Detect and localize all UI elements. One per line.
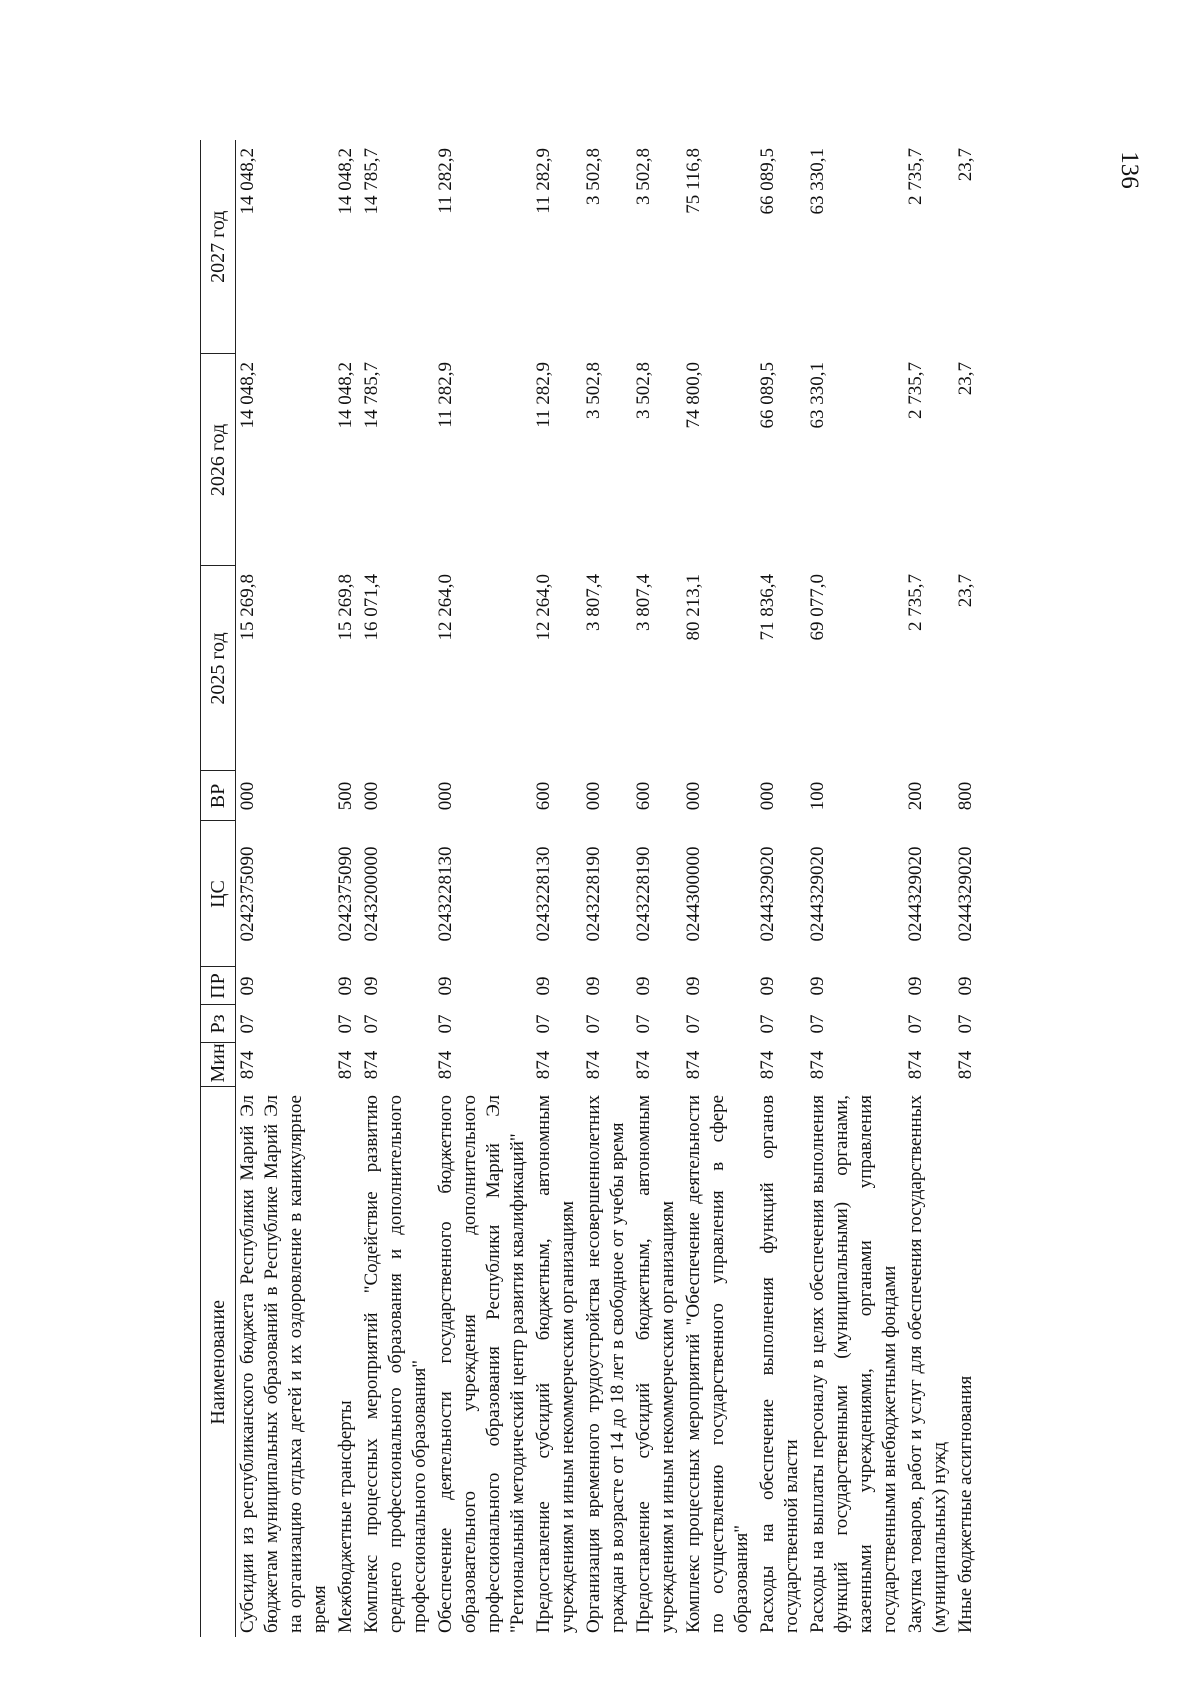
table-row [682, 140, 756, 1637]
table-row [954, 140, 980, 1637]
cell-2026: 11 282,9 [435, 362, 456, 428]
cell-2025: 15 269,8 [237, 574, 258, 641]
cell-pr: 09 [583, 976, 604, 996]
cell-min: 874 [237, 1050, 258, 1080]
cell-min: 874 [633, 1050, 654, 1080]
cell-vr: 500 [335, 781, 356, 811]
cell-vr: 600 [633, 781, 654, 811]
cell-name: Предоставление субсидий бюджетным, автономным учреждениям и иным некоммерческим организациям [633, 1095, 678, 1633]
cell-cs: 0244329020 [757, 846, 778, 942]
cell-pr: 09 [533, 976, 554, 996]
cell-2025: 71 836,4 [757, 574, 778, 641]
cell-2026: 2 735,7 [905, 362, 926, 419]
cell-rz: 07 [533, 1014, 554, 1034]
header-min: Мин [201, 1043, 236, 1087]
cell-rz: 07 [435, 1014, 456, 1034]
cell-pr: 09 [435, 976, 456, 996]
cell-2027: 14 048,2 [335, 148, 356, 215]
header-2026: 2026 год [201, 354, 236, 566]
cell-name: Расходы на обеспечение выполнения функций органов государственной власти [757, 1095, 802, 1633]
cell-name: Субсидии из республиканского бюджета Республики Марий Эл бюджетам муниципальных образований в Республике Марий Эл на организацию отдыха детей и их оздоровление в каникулярное время [237, 1095, 330, 1633]
cell-pr: 09 [633, 976, 654, 996]
cell-rz: 07 [757, 1014, 778, 1034]
cell-2026: 14 048,2 [237, 362, 258, 429]
table-row [582, 140, 632, 1637]
cell-rz: 07 [807, 1014, 828, 1034]
cell-cs: 0243228130 [533, 846, 554, 942]
cell-cs: 0244329020 [955, 846, 976, 942]
cell-cs: 0244329020 [807, 846, 828, 942]
cell-vr: 100 [807, 781, 828, 811]
page-number: 136 [1116, 151, 1143, 189]
cell-pr: 09 [905, 976, 926, 996]
cell-vr: 200 [905, 781, 926, 811]
table-row [334, 140, 360, 1637]
cell-2027: 3 502,8 [633, 148, 654, 205]
cell-pr: 09 [237, 976, 258, 996]
cell-2027: 2 735,7 [905, 148, 926, 205]
header-pr: ПР [201, 967, 236, 1005]
cell-2026: 3 502,8 [583, 362, 604, 419]
cell-2025: 2 735,7 [905, 574, 926, 631]
cell-2027: 63 330,1 [807, 148, 828, 215]
cell-2026: 66 089,5 [757, 362, 778, 429]
cell-cs: 0242375090 [335, 846, 356, 942]
cell-vr: 600 [533, 781, 554, 811]
cell-2026: 23,7 [955, 362, 976, 396]
cell-2026: 63 330,1 [807, 362, 828, 429]
cell-2027: 23,7 [955, 148, 976, 182]
header-vr: ВР [201, 771, 236, 821]
cell-2025: 69 077,0 [807, 574, 828, 641]
cell-2026: 3 502,8 [633, 362, 654, 419]
cell-rz: 07 [905, 1014, 926, 1034]
cell-rz: 07 [683, 1014, 704, 1034]
cell-2027: 14 048,2 [237, 148, 258, 215]
header-name: Наименование [201, 1087, 236, 1637]
cell-name: Организация временного трудоустройства несовершеннолетних граждан в возрасте от 14 до 18 лет в свободное от учебы время [583, 1095, 628, 1633]
cell-name: Закупка товаров, работ и услуг для обеспечения государственных (муниципальных) нужд [905, 1095, 950, 1633]
cell-cs: 0243228190 [583, 846, 604, 942]
cell-name: Комплекс процессных мероприятий "Обеспечение деятельности по осуществлению государственного управления в сфере образования" [683, 1095, 752, 1633]
cell-rz: 07 [955, 1014, 976, 1034]
cell-rz: 07 [335, 1014, 356, 1034]
table-row [434, 140, 532, 1637]
cell-name: Предоставление субсидий бюджетным, автономным учреждениям и иным некоммерческим организациям [533, 1095, 578, 1633]
cell-2025: 80 213,1 [683, 574, 704, 641]
header-rz: Рз [201, 1005, 236, 1043]
cell-name: Межбюджетные трансферты [335, 1400, 356, 1633]
cell-min: 874 [361, 1050, 382, 1080]
cell-2027: 3 502,8 [583, 148, 604, 205]
cell-2025: 3 807,4 [583, 574, 604, 631]
cell-2026: 14 785,7 [361, 362, 382, 429]
cell-vr: 800 [955, 781, 976, 811]
cell-2025: 16 071,4 [361, 574, 382, 641]
cell-min: 874 [683, 1050, 704, 1080]
cell-2027: 14 785,7 [361, 148, 382, 215]
cell-2027: 66 089,5 [757, 148, 778, 215]
cell-2025: 15 269,8 [335, 574, 356, 641]
cell-min: 874 [435, 1050, 456, 1080]
cell-cs: 0242375090 [237, 846, 258, 942]
cell-vr: 000 [583, 781, 604, 811]
cell-2025: 3 807,4 [633, 574, 654, 631]
cell-name: Иные бюджетные ассигнования [955, 1375, 976, 1633]
cell-2025: 12 264,0 [533, 574, 554, 641]
cell-2026: 11 282,9 [533, 362, 554, 428]
table-header-row [201, 140, 236, 1637]
cell-min: 874 [583, 1050, 604, 1080]
cell-rz: 07 [361, 1014, 382, 1034]
table-row [756, 140, 806, 1637]
header-2025: 2025 год [201, 566, 236, 771]
cell-rz: 07 [237, 1014, 258, 1034]
cell-min: 874 [905, 1050, 926, 1080]
cell-cs: 0244329020 [905, 846, 926, 942]
table-row [236, 140, 335, 1637]
cell-name: Комплекс процессных мероприятий "Содействие развитию среднего профессионального образования и дополнительного профессионального образования" [361, 1095, 430, 1633]
table-row [360, 140, 434, 1637]
cell-name: Обеспечение деятельности государственного бюджетного образовательного учреждения дополнительного профессионального образования Республики Марий Эл "Региональный методический центр развития квалификаций" [435, 1095, 528, 1633]
cell-cs: 0243200000 [361, 846, 382, 942]
table-row [806, 140, 904, 1637]
cell-cs: 0243228130 [435, 846, 456, 942]
cell-pr: 09 [361, 976, 382, 996]
cell-2025: 12 264,0 [435, 574, 456, 641]
cell-rz: 07 [633, 1014, 654, 1034]
cell-min: 874 [533, 1050, 554, 1080]
header-cs: ЦС [201, 821, 236, 967]
cell-2026: 14 048,2 [335, 362, 356, 429]
cell-vr: 000 [683, 781, 704, 811]
cell-vr: 000 [435, 781, 456, 811]
cell-cs: 0244300000 [683, 846, 704, 942]
cell-min: 874 [757, 1050, 778, 1080]
cell-2027: 75 116,8 [683, 148, 704, 214]
cell-min: 874 [335, 1050, 356, 1080]
rotated-page-content [200, 140, 1060, 1637]
table-row [904, 140, 954, 1637]
cell-vr: 000 [757, 781, 778, 811]
cell-2026: 74 800,0 [683, 362, 704, 429]
cell-cs: 0243228190 [633, 846, 654, 942]
cell-pr: 09 [955, 976, 976, 996]
cell-2027: 11 282,9 [435, 148, 456, 214]
cell-vr: 000 [237, 781, 258, 811]
cell-vr: 000 [361, 781, 382, 811]
table-row [632, 140, 682, 1637]
table-row [532, 140, 582, 1637]
cell-pr: 09 [335, 976, 356, 996]
cell-min: 874 [807, 1050, 828, 1080]
cell-rz: 07 [583, 1014, 604, 1034]
cell-2027: 11 282,9 [533, 148, 554, 214]
cell-pr: 09 [757, 976, 778, 996]
cell-min: 874 [955, 1050, 976, 1080]
cell-pr: 09 [807, 976, 828, 996]
header-2027: 2027 год [201, 140, 236, 354]
cell-name: Расходы на выплаты персоналу в целях обеспечения выполнения функций государственными (муниципальными) органами, казенными учреждениями, органами управления государственными внебюджетными фондами [807, 1095, 900, 1633]
cell-pr: 09 [683, 976, 704, 996]
budget-table [200, 140, 980, 1637]
cell-2025: 23,7 [955, 574, 976, 608]
